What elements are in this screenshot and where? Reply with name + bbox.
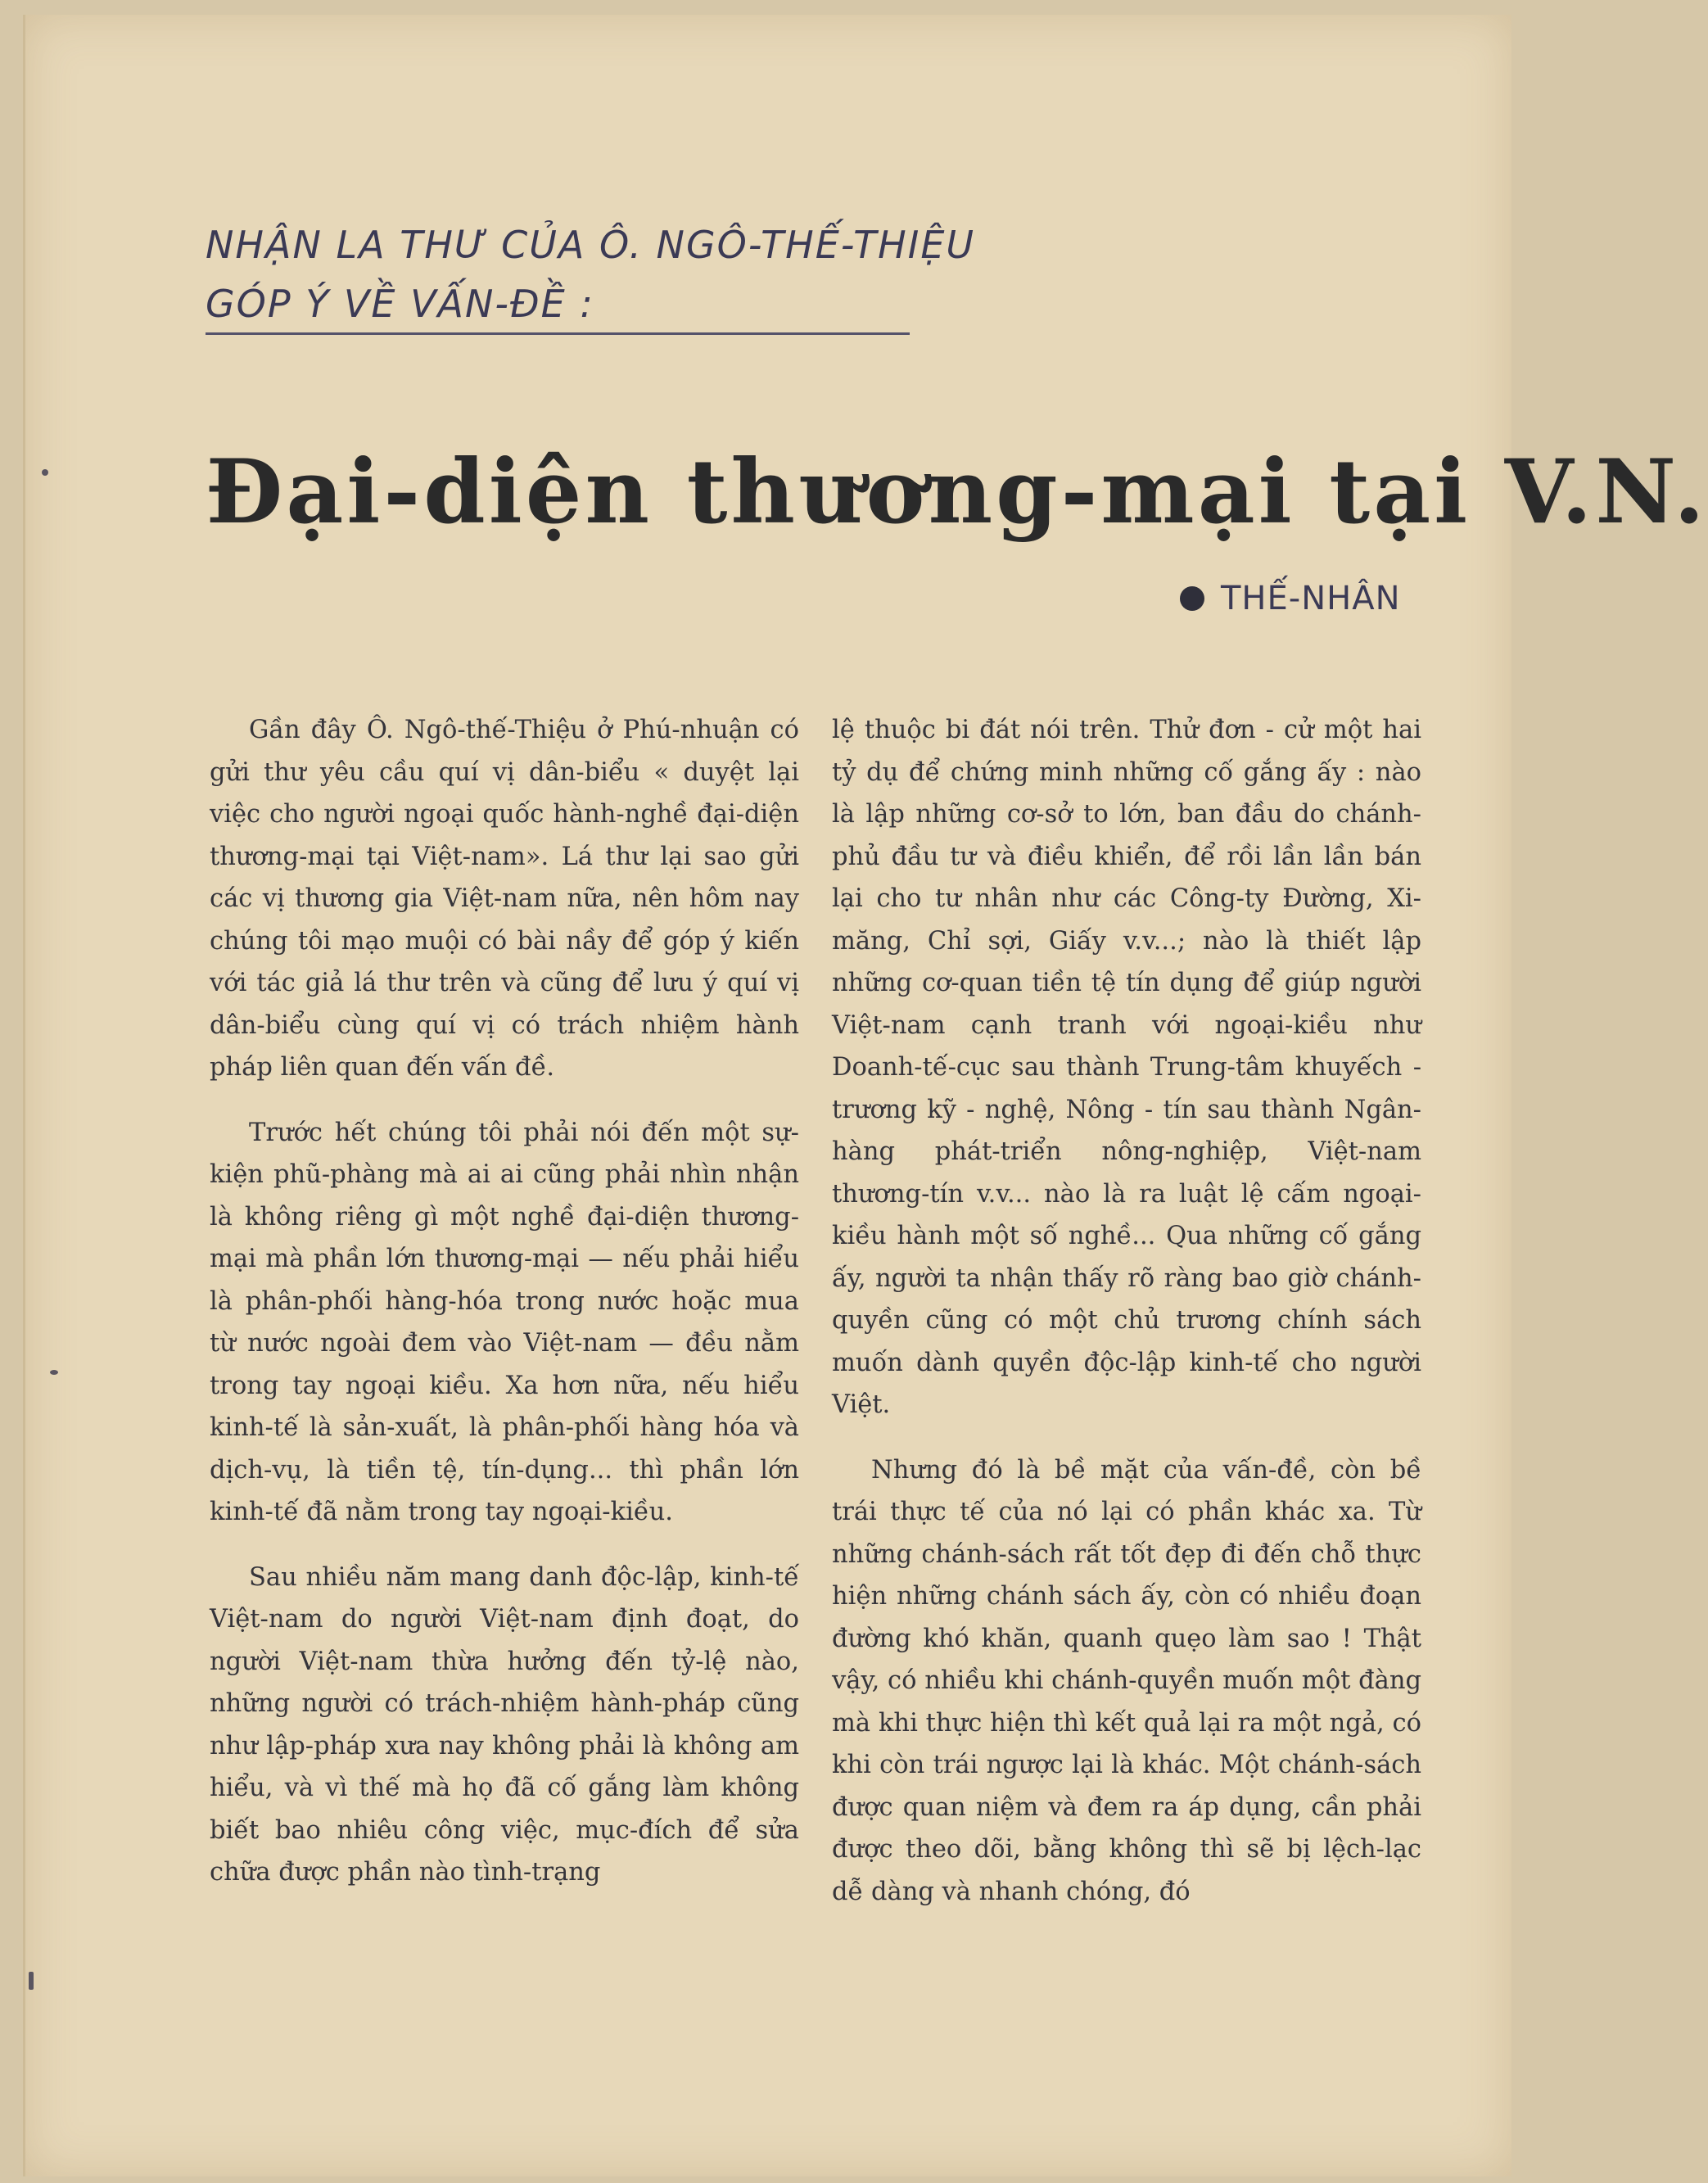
- paper-speck: [42, 469, 48, 476]
- kicker-underline: [206, 332, 910, 335]
- bullet-icon: [1180, 586, 1204, 611]
- author-name: THẾ-NHÂN: [1221, 580, 1401, 617]
- paragraph: Trước hết chúng tôi phải nói đến một sự-kiện phũ-phàng mà ai ai cũng phải nhìn nhận là không riêng gì một nghề đại-diện thương-mại mà phần lớn thương-mại — nếu phải hiểu là phân-phối hàng-hóa trong nước hoặc mua từ nước ngoài đem vào Việt-nam — đều nằm trong tay ngoại kiều. Xa hơn nữa, nếu hiểu kinh-tế là sản-xuất, là phân-phối hàng hóa và dịch-vụ, là tiền tệ, tín-dụng... thì phần lớn kinh-tế đã nằm trong tay ngoại-kiều.: [210, 1118, 799, 1526]
- paper-speck: [29, 1972, 34, 1990]
- paragraph: lệ thuộc bi đát nói trên. Thử đơn - cử một hai tỷ dụ để chứng minh những cố gắng ấy : nào là lập những cơ-sở to lớn, ban đầu do chánh-phủ đầu tư và điều khiển, để rồi lần lần bán lại cho tư nhân như các Công-ty Đường, Xi-măng, Chỉ sợi, Giấy v.v...; nào là thiết lập những cơ-quan tiền tệ tín dụng để giúp người Việt-nam cạnh tranh với ngoại-kiều như Doanh-tế-cục sau thành Trung-tâm khuyếch - trương kỹ - nghệ, Nông - tín sau thành Ngân-hàng phát-triển nông-nghiệp, Việt-nam thương-tín v.v... nào là ra luật lệ cấm ngoại-kiều hành một số nghề... Qua những cố gắng ấy, người ta nhận thấy rõ ràng bao giờ chánh-quyền cũng có một chủ trương chính sách muốn dành quyền độc-lập kinh-tế cho người Việt.: [832, 716, 1421, 1419]
- paragraph: Sau nhiều năm mang danh độc-lập, kinh-tế Việt-nam do người Việt-nam định đoạt, do người Việt-nam thừa hưởng đến tỷ-lệ nào, những người có trách-nhiệm hành-pháp cũng như lập-pháp xưa nay không phải là không am hiểu, và vì thế mà họ đã cố gắng làm không biết bao nhiêu công việc, mục-đích để sửa chữa được phần nào tình-trạng: [210, 1562, 799, 1887]
- article-kicker: [206, 215, 975, 333]
- kicker-line-2: GÓP Ý VỀ VẤN-ĐỀ :: [206, 282, 594, 326]
- magazine-page: [23, 15, 1708, 2176]
- kicker-line-1: NHẬN LA THƯ CỦA Ô. NGÔ-THẾ-THIỆU: [206, 223, 976, 267]
- paragraph: Nhưng đó là bề mặt của vấn-đề, còn bề trái thực tế của nó lại có phần khác xa. Từ những chánh-sách rất tốt đẹp đi đến chỗ thực hiện những chánh sách ấy, còn có nhiều đoạn đường khó khăn, quanh quẹo làm sao ! Thật vậy, có nhiều khi chánh-quyền muốn một đàng mà khi thực hiện thì kết quả lại ra một ngả, có khi còn trái ngược lại là khác. Một chánh-sách được quan niệm và đem ra áp dụng, cần phải được theo dõi, bằng không thì sẽ bị lệch-lạc dễ dàng và nhanh chóng, đó: [832, 1455, 1421, 1906]
- left-column: [210, 709, 799, 1917]
- paper-speck: [50, 1370, 58, 1375]
- right-column: [832, 709, 1421, 1936]
- paragraph: Gần đây Ô. Ngô-thế-Thiệu ở Phú-nhuận có gửi thư yêu cầu quí vị dân-biểu « duyệt lại việc cho người ngoại quốc hành-nghề đại-diện thương-mại tại Việt-nam». Lá thư lại sao gửi các vị thương gia Việt-nam nữa, nên hôm nay chúng tôi mạo muội có bài nầy để góp ý kiến với tác giả lá thư trên và cũng để lưu ý quí vị dân-biểu cùng quí vị có trách nhiệm hành pháp liên quan đến vấn đề.: [210, 716, 799, 1082]
- article-title: Đại-diện thương-mại tại V.N.: [206, 441, 1708, 544]
- byline: [1180, 580, 1401, 617]
